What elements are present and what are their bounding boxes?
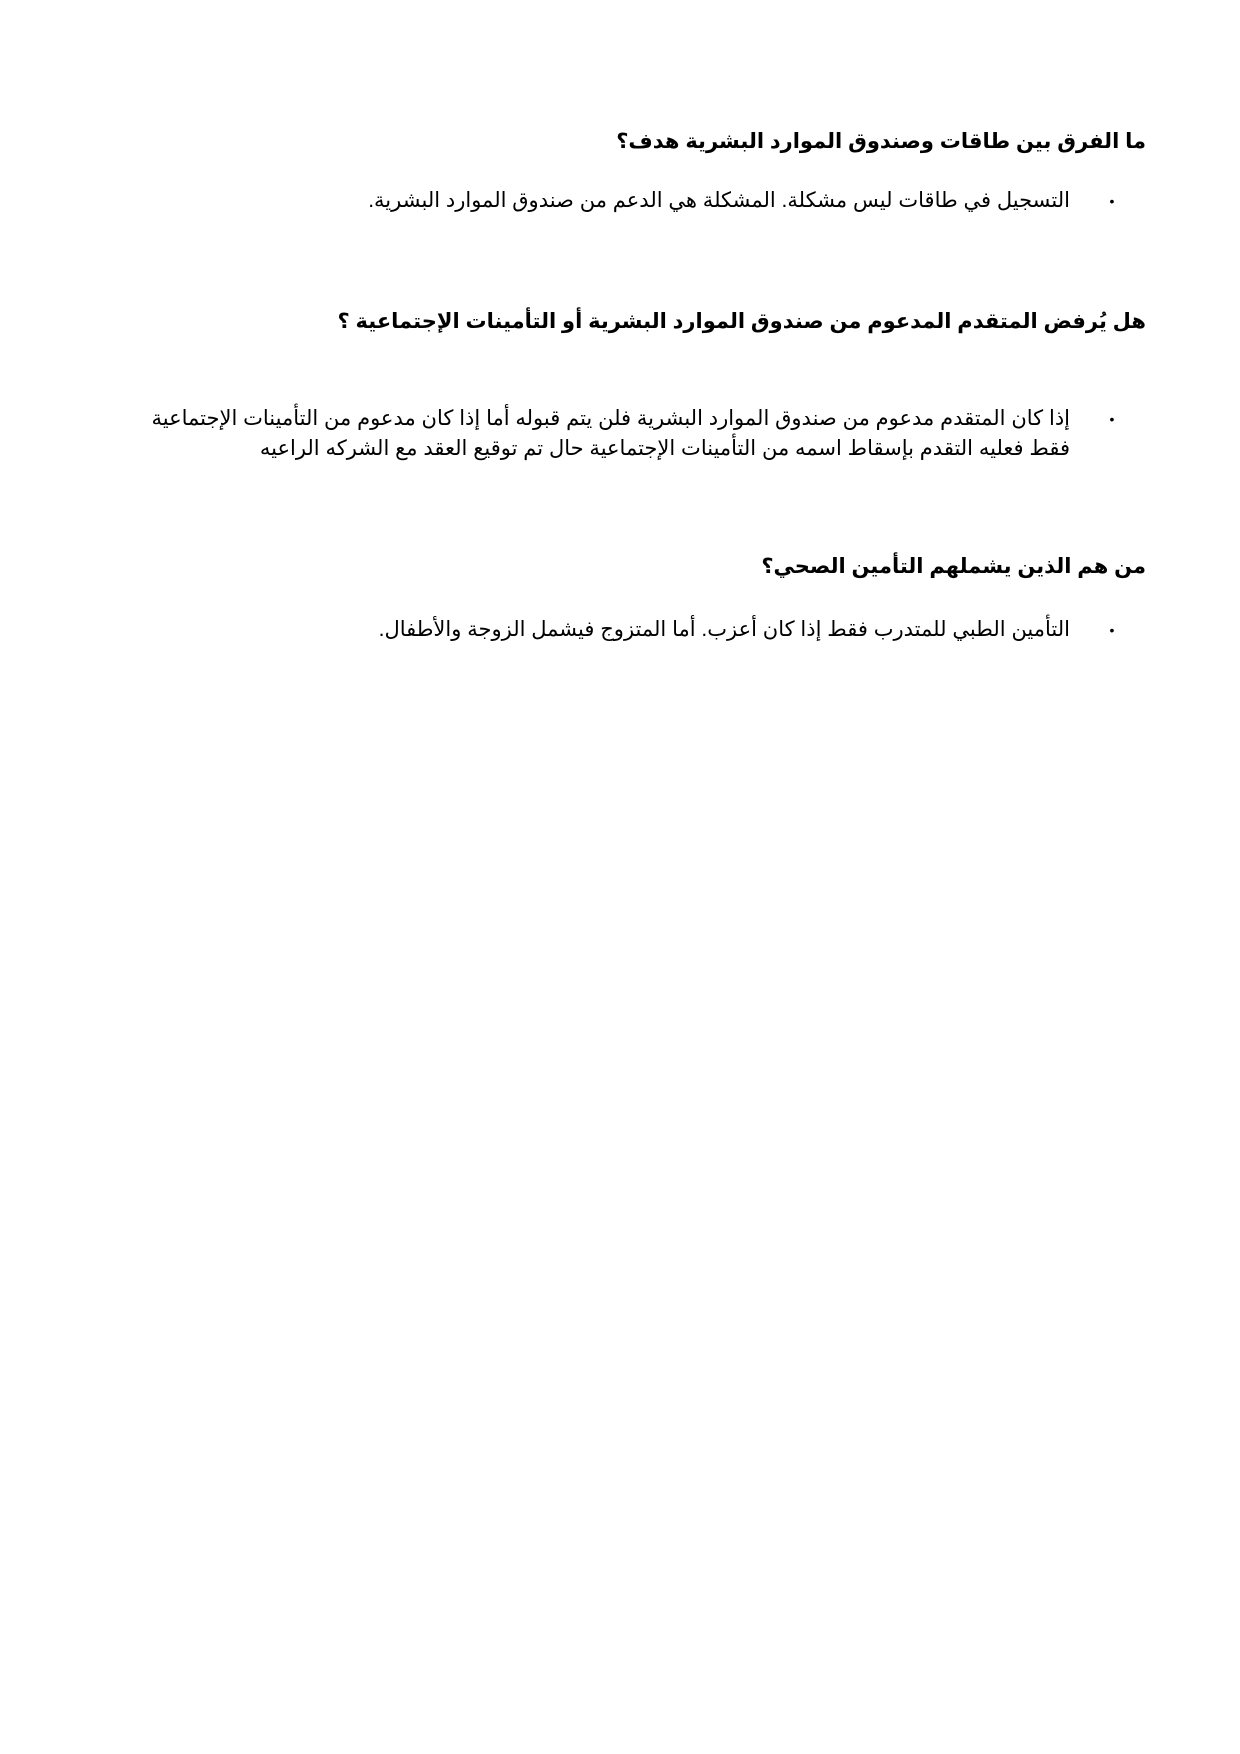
faq-section-2 [120,308,1146,460]
bullet-icon: • [1109,411,1115,427]
faq-question-2: هل يُرفض المتقدم المدعوم من صندوق الموارد البشرية أو التأمينات الإجتماعية ؟ [337,310,1146,333]
faq-answer-2 [120,404,1146,464]
faq-answer-1 [120,186,1146,216]
bullet-icon: • [1109,193,1115,209]
faq-answer-text-1: التسجيل في طاقات ليس مشكلة. المشكلة هي الدعم من صندوق الموارد البشرية. [368,189,1070,212]
faq-question-3: من هم الذين يشملهم التأمين الصحي؟ [761,555,1146,578]
faq-question-1: ما الفرق بين طاقات وصندوق الموارد البشرية هدف؟ [616,130,1146,153]
faq-answer-text-2: إذا كان المتقدم مدعوم من صندوق الموارد البشرية فلن يتم قبوله أما إذا كان مدعوم من التأمينات الإجتماعية فقط فعليه التقدم بإسقاط اسمه من التأمينات الإجتماعية حال تم توقيع العقد مع الشركه الراعيه [151,407,1070,460]
bullet-icon: • [1109,622,1115,638]
faq-answer-3 [120,615,1146,645]
faq-answer-text-3: التأمين الطبي للمتدرب فقط إذا كان أعزب. أما المتزوج فيشمل الزوجة والأطفال. [378,618,1070,641]
faq-section-1 [120,128,1146,212]
faq-section-3 [120,553,1146,641]
